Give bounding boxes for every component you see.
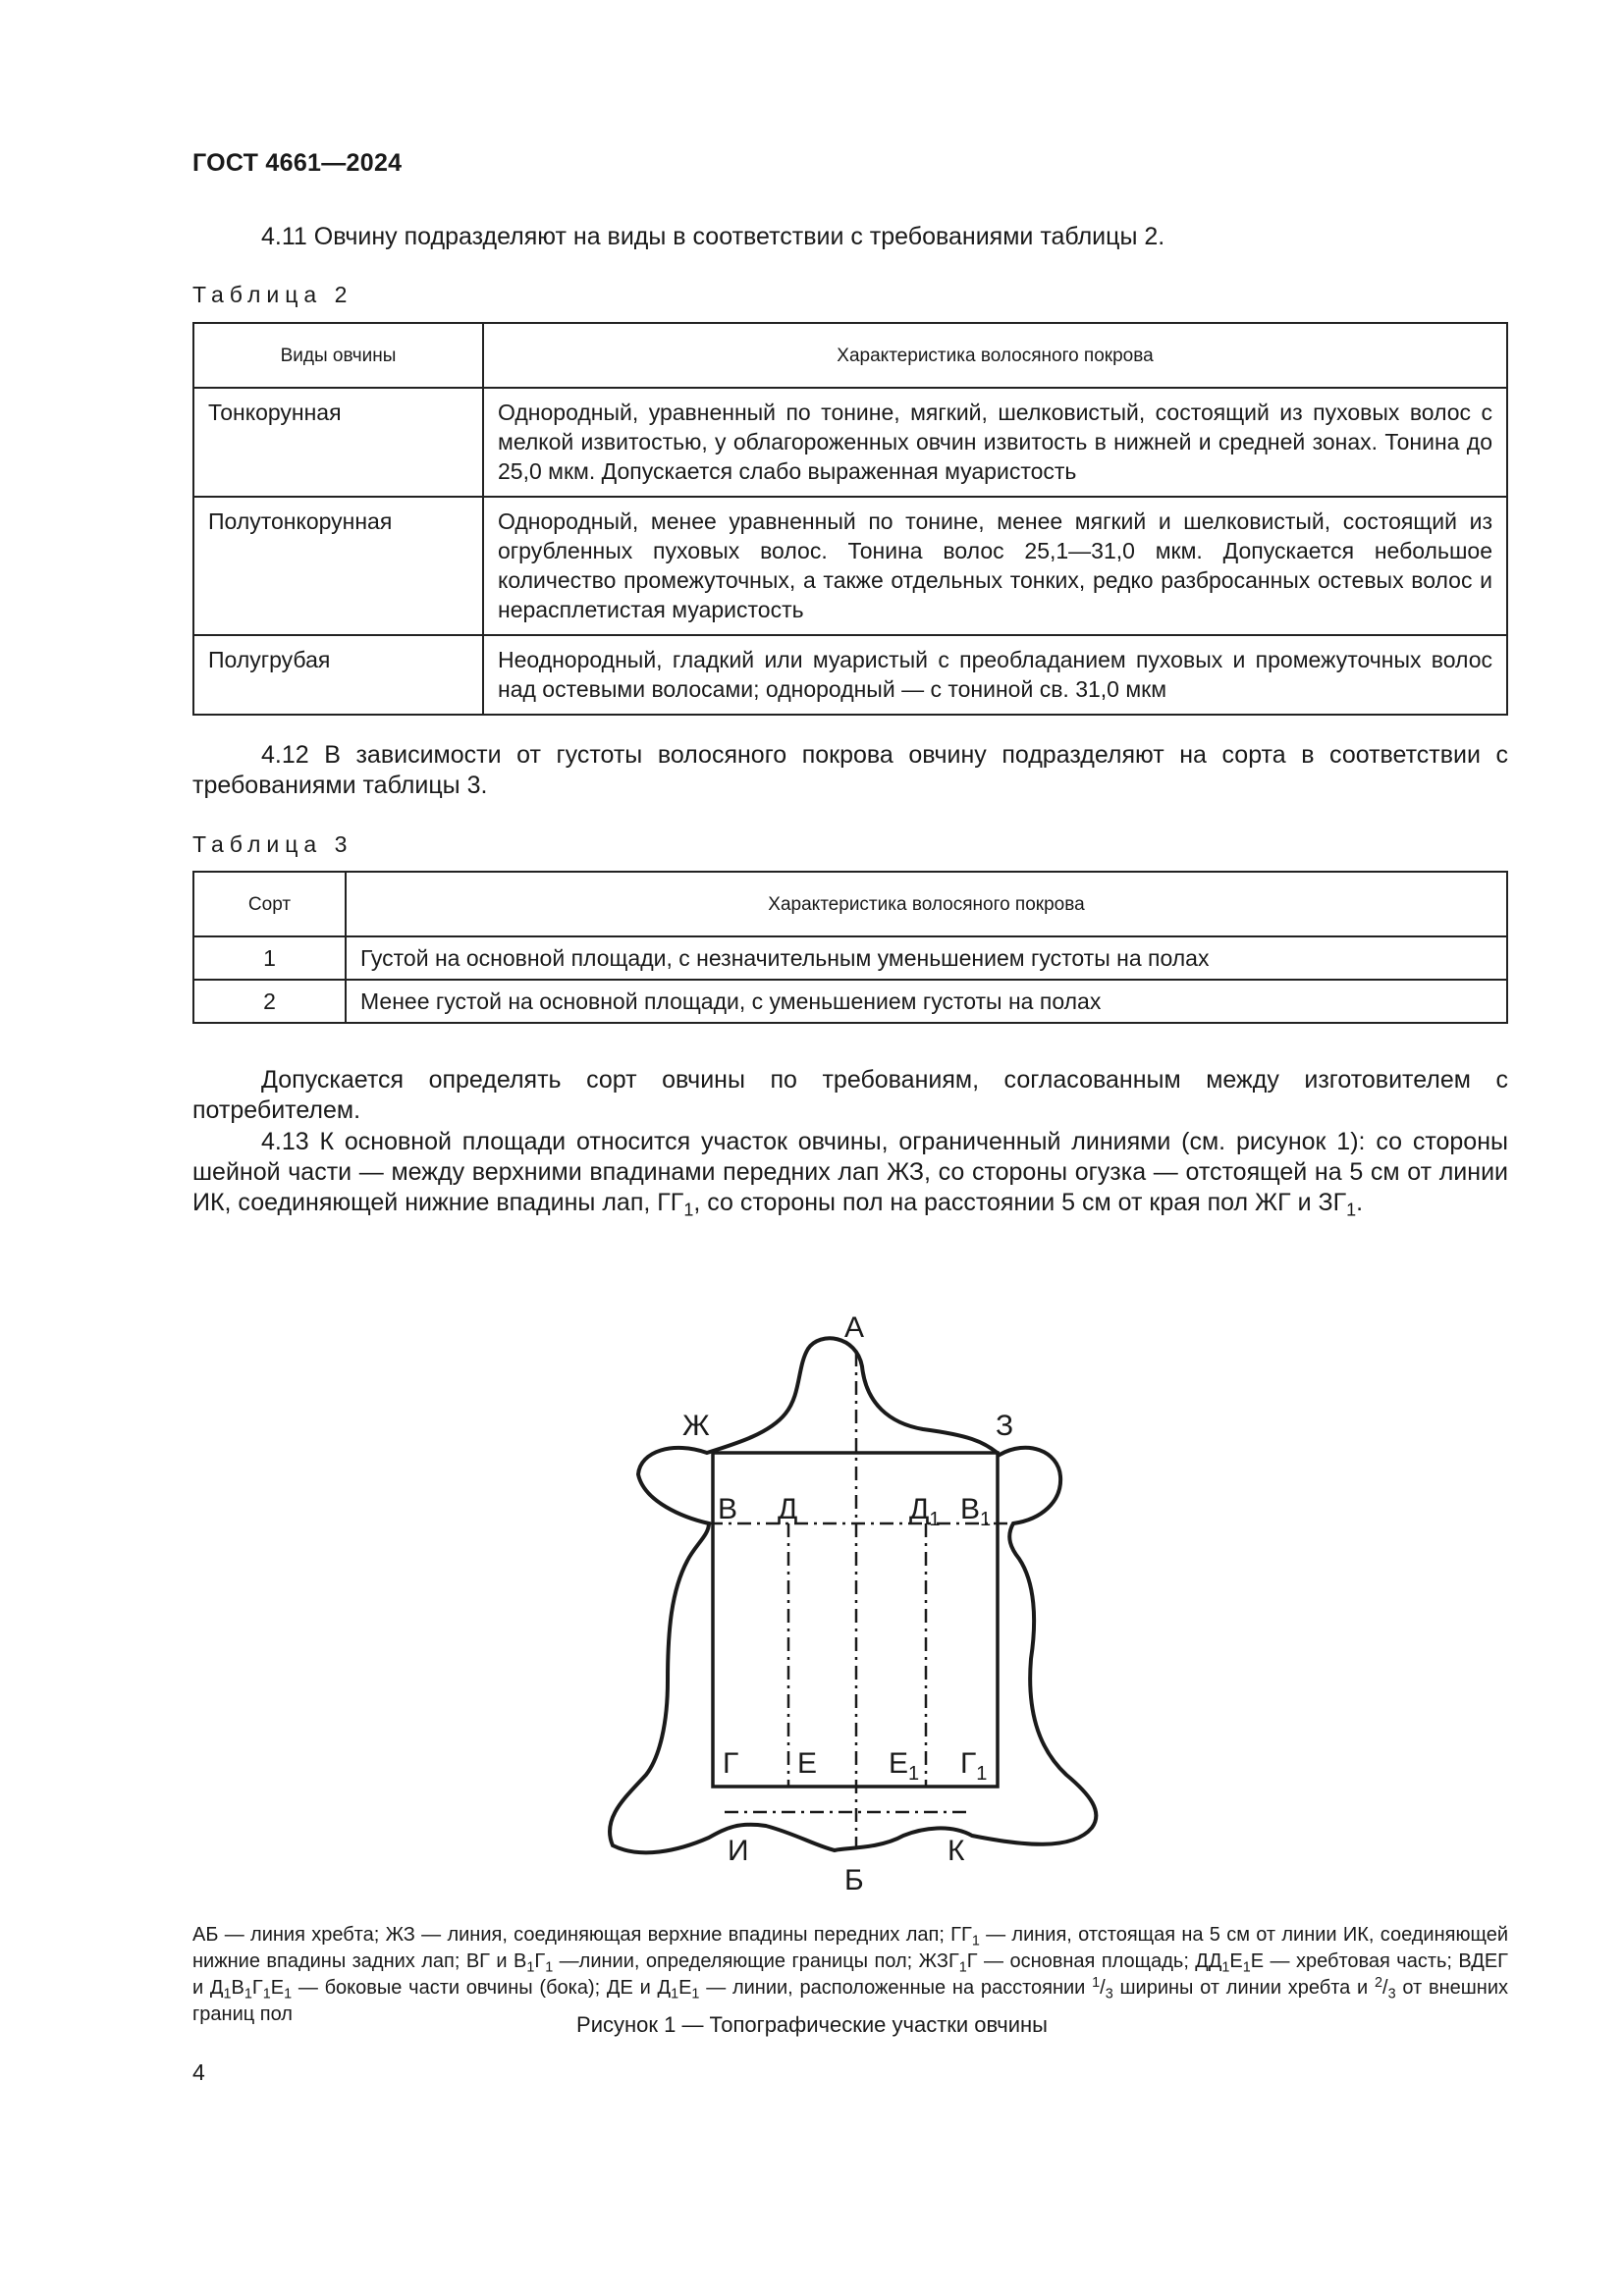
legend-text: — боковые части овчины (бока); ДЕ и Д [292,1977,672,1999]
legend-text: Е — хребтовая часть; ВДЕГ и Д [192,1950,1509,1999]
label-d1: $Д_1$ [909,1493,941,1530]
legend-text: Г [534,1950,546,1972]
legend-subscript: 1 [691,1986,700,2002]
legend-text: Г [251,1977,263,1999]
section-4-13-text-1: 4.13 К основной площади относится участок овчины, ограниченный линиями (см. рисунок 1): со стороны шейной части — между верхними впадинами передних лап ЖЗ, со стороны огузка — отстоящей на 5 см от линии ИК, соединяющей нижние впадины лап, ГГ [192,1128,1508,1216]
section-4-13-text-3: . [1356,1189,1364,1216]
legend-text: — линии, расположенные на расстоянии [699,1977,1093,1999]
label-d: Д [778,1493,798,1525]
page-number: 4 [192,2059,205,2085]
table-2-desc-cell: Однородный, менее уравненный по тонине, менее мягкий и шелковистый, состоящий из огрубленных пуховых волос. Тонина волос 25,1—31,0 мкм. Допускается небольшое количество промежуточных, а также отдельных тонких, редко разбросанных остевых волос и нерасплетистая муаристость [483,497,1507,635]
legend-subscript: 1 [223,1986,232,2002]
legend-subscript: 3 [1105,1986,1113,2002]
section-4-13-sub-2: 1 [1346,1200,1357,1220]
label-v: В [718,1493,738,1525]
label-i: И [728,1835,749,1867]
table-3-desc-cell: Густой на основной площади, с незначительным уменьшением густоты на полах [346,936,1507,980]
label-a: А [844,1311,865,1344]
legend-text: Е [270,1977,285,1999]
table-3-desc-cell: Менее густой на основной площади, с уменьшением густоты на полах [346,980,1507,1023]
table-2-col-kind-header: Виды овчины [193,323,483,388]
legend-text: В [231,1977,244,1999]
legend-subscript: 1 [971,1933,980,1949]
document-header: ГОСТ 4661—2024 [192,149,403,177]
table-3-col-desc-header: Характеристика волосяного покрова [346,872,1507,936]
table-3-col-grade-header: Сорт [193,872,346,936]
label-e1: $Е_1$ [889,1747,920,1785]
legend-subscript: 1 [671,1986,679,2002]
legend-subscript: 1 [284,1986,293,2002]
table-2-kind-cell: Тонкорунная [193,388,483,497]
label-g: Г [723,1747,739,1780]
legend-text: / [1100,1977,1106,1999]
legend-subscript: 1 [526,1959,535,1976]
table-3-caption: Таблица 3 [192,831,353,857]
label-g1: $Г_1$ [960,1747,988,1785]
legend-text: ширины от линии хребта и [1112,1977,1375,1999]
legend-text: —линии, определяющие границы пол; ЖЗГ [553,1950,959,1972]
figure-caption: Рисунок 1 — Топографические участки овчины [576,2012,1048,2037]
legend-text: — линия, отстоящая на 5 см от линии ИК, соединяющей нижние впадины задних лап; ВГ и В [192,1924,1509,1972]
section-4-13-sub-1: 1 [683,1200,694,1220]
legend-text: АБ — линия хребта; ЖЗ — линия, соединяющая верхние впадины передних лап; ГГ [192,1924,972,1946]
section-4-13-text-2: , со стороны пол на расстоянии 5 см от края пол ЖГ и ЗГ [693,1189,1347,1216]
table-2-kind-cell: Полугрубая [193,635,483,715]
legend-superscript: 1 [1092,1974,1101,1991]
table-3-grade-cell: 2 [193,980,346,1023]
legend-text: от внешних границ пол [192,1977,1509,2025]
label-zh: Ж [682,1410,710,1442]
table-2-kind-cell: Полутонкорунная [193,497,483,635]
legend-subscript: 1 [545,1959,554,1976]
legend-text: Е [1229,1950,1243,1972]
table-2-col-desc-header: Характеристика волосяного покрова [483,323,1507,388]
section-4-12-text: 4.12 В зависимости от густоты волосяного покрова овчину подразделяют на сорта в соответствии с требованиями таблицы 3. [192,741,1508,799]
legend-subscript: 1 [1221,1959,1230,1976]
label-b: Б [844,1864,864,1896]
grade-note-text: Допускается определять сорт овчины по требованиям, согласованным между изготовителем с потребителем. [192,1066,1508,1124]
legend-text: / [1382,1977,1388,1999]
legend-text: Г — основная площадь; ДД [966,1950,1222,1972]
label-z: З [996,1410,1014,1442]
table-3-grade-cell: 1 [193,936,346,980]
legend-subscript: 1 [244,1986,252,2002]
legend-text: Е [678,1977,692,1999]
legend-subscript: 1 [958,1959,967,1976]
table-2-caption: Таблица 2 [192,282,353,307]
legend-superscript: 2 [1375,1974,1383,1991]
table-2-desc-cell: Однородный, уравненный по тонине, мягкий, шелковистый, состоящий из пуховых волос с мелкой извитостью, у облагороженных овчин извитость в нижней и средней зонах. Тонина до 25,0 мкм. Допускается слабо выраженная муаристость [483,388,1507,497]
table-2-desc-cell: Неоднородный, гладкий или муаристый с преобладанием пуховых и промежуточных волос над остевыми волосами; однородный — с тониной св. 31,0 мкм [483,635,1507,715]
legend-subscript: 1 [262,1986,271,2002]
label-v1: $В_1$ [960,1493,992,1530]
legend-subscript: 1 [1242,1959,1251,1976]
legend-subscript: 3 [1387,1986,1396,2002]
section-4-11-text: 4.11 Овчину подразделяют на виды в соответствии с требованиями таблицы 2. [261,223,1165,250]
label-k: К [947,1835,965,1867]
label-e: Е [797,1747,818,1780]
